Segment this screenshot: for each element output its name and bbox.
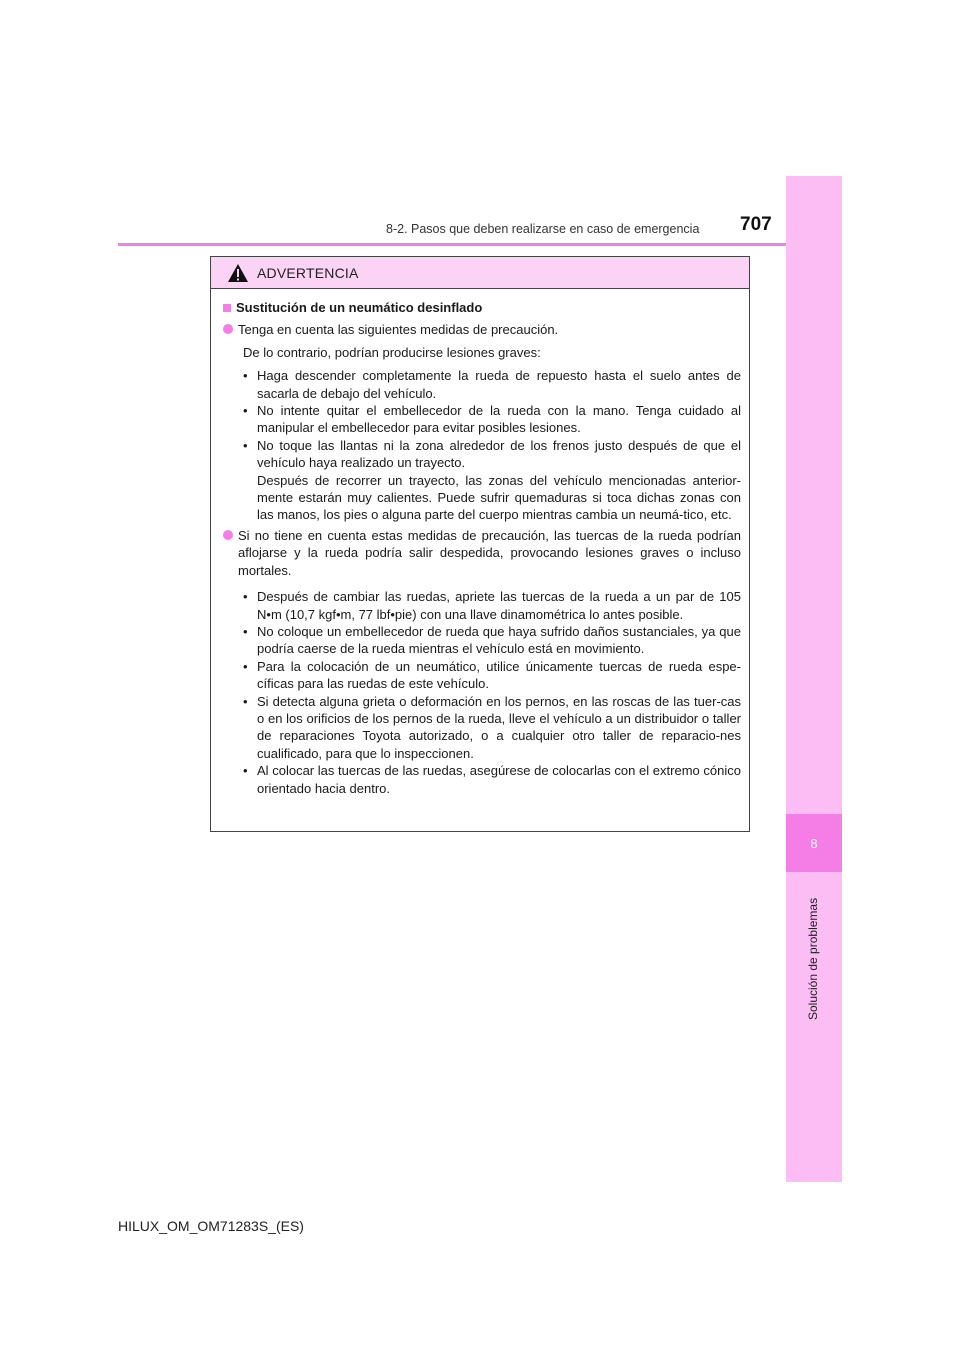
bullet-text: Si no tiene en cuenta estas medidas de precaución, las tuercas de la rueda podrían aflojarse y la rueda podría salir despedida, provocando lesiones graves o incluso mortales.	[238, 527, 741, 578]
bullet-item	[223, 321, 741, 338]
list-item-text: Para la colocación de un neumático, utilice únicamente tuercas de rueda espe-cíficas para las ruedas de este vehículo.	[257, 658, 741, 692]
circle-bullet-icon	[223, 324, 233, 334]
chapter-label: Solución de problemas	[806, 897, 820, 1020]
circle-bullet-icon	[223, 530, 233, 540]
square-bullet-icon	[223, 304, 231, 312]
bullet-follow-text: De lo contrario, podrían producirse lesiones graves:	[243, 344, 541, 360]
warning-header	[211, 257, 749, 289]
page-number: 707	[740, 214, 772, 235]
list-item: • Al colocar las tuercas de las ruedas, asegúrese de colocarlas con el extremo cónico orientado hacia dentro.	[243, 763, 741, 796]
bullet-text: Tenga en cuenta las siguientes medidas de precaución.	[238, 322, 559, 338]
list-item-continuation: Después de recorrer un trayecto, las zonas del vehículo mencionadas anterior-mente estarán muy calientes. Puede sufrir quemaduras si toca dichas zonas con las manos, los pies o alguna parte del cuerpo mientras cambia un neumá-tico, etc.	[257, 472, 741, 523]
list-item: • No toque las llantas ni la zona alrededor de los frenos justo después de que el vehículo haya realizado un trayecto.	[243, 437, 741, 471]
chapter-number-tab[interactable]	[786, 814, 842, 872]
warning-title: ADVERTENCIA	[257, 264, 359, 281]
warning-heading	[223, 299, 741, 316]
sub-list	[223, 588, 741, 797]
list-item-text: Si detecta alguna grieta o deformación en los pernos, en las roscas de las tuer-cas o en los orificios de los pernos de la rueda, lleve el vehículo a un distribuidor o taller de reparaciones Toyota autorizado, o a cualquier otro taller de reparacio-nes cualificado, para que lo inspeccionen.	[257, 693, 741, 761]
document-code: HILUX_OM_OM71283S_(ES)	[118, 1218, 304, 1234]
list-item: • No coloque un embellecedor de rueda que haya sufrido daños sustanciales, ya que podría caerse de la rueda mientras el vehículo está en movimiento.	[243, 623, 741, 657]
list-item: • Para la colocación de un neumático, utilice únicamente tuercas de rueda espe-cíficas para las ruedas de este vehículo.	[243, 658, 741, 692]
warning-box	[210, 256, 750, 832]
list-item-text: No coloque un embellecedor de rueda que haya sufrido daños sustanciales, ya que podría caerse de la rueda mientras el vehículo está en movimiento.	[257, 623, 741, 657]
list-item-text: Haga descender completamente la rueda de repuesto hasta el suelo antes de sacarla de debajo del vehículo.	[257, 368, 741, 401]
list-item: • Haga descender completamente la rueda de repuesto hasta el suelo antes de sacarla de debajo del vehículo.	[243, 368, 741, 401]
header-divider	[118, 243, 786, 246]
chapter-side-tab	[786, 176, 842, 1182]
section-title: 8-2. Pasos que deben realizarse en caso de emergencia	[386, 222, 700, 236]
bullet-item	[223, 527, 741, 579]
warning-triangle-icon	[227, 263, 249, 283]
warning-body	[211, 289, 749, 797]
list-item-text: Después de cambiar las ruedas, apriete las tuercas de la rueda a un par de 105 N•m (10,7 kgf•m, 77 lbf•pie) con una llave dinamométrica lo antes posible.	[257, 589, 741, 622]
list-item-text: Al colocar las tuercas de las ruedas, asegúrese de colocarlas con el extremo cónico orientado hacia dentro.	[257, 763, 741, 796]
list-item: • Si detecta alguna grieta o deformación en los pernos, en las roscas de las tuer-cas o en los orificios de los pernos de la rueda, lleve el vehículo a un distribuidor o taller de reparaciones Toyota autorizado, o a cualquier otro taller de reparacio-nes cualificado, para que lo inspeccionen.	[243, 693, 741, 761]
list-item: • No intente quitar el embellecedor de la rueda con la mano. Tenga cuidado al manipular el embellecedor para evitar posibles lesiones.	[243, 403, 741, 436]
warning-heading-text: Sustitución de un neumático desinflado	[236, 300, 483, 315]
list-item: • Después de cambiar las ruedas, apriete las tuercas de la rueda a un par de 105 N•m (10,7 kgf•m, 77 lbf•pie) con una llave dinamométrica lo antes posible.	[243, 589, 741, 622]
chapter-number: 8	[810, 835, 818, 851]
list-item-text: No toque las llantas ni la zona alrededor de los frenos justo después de que el vehículo haya realizado un trayecto.	[257, 437, 741, 471]
sub-list	[223, 367, 741, 524]
list-item-text: No intente quitar el embellecedor de la rueda con la mano. Tenga cuidado al manipular el embellecedor para evitar posibles lesiones.	[257, 403, 741, 436]
